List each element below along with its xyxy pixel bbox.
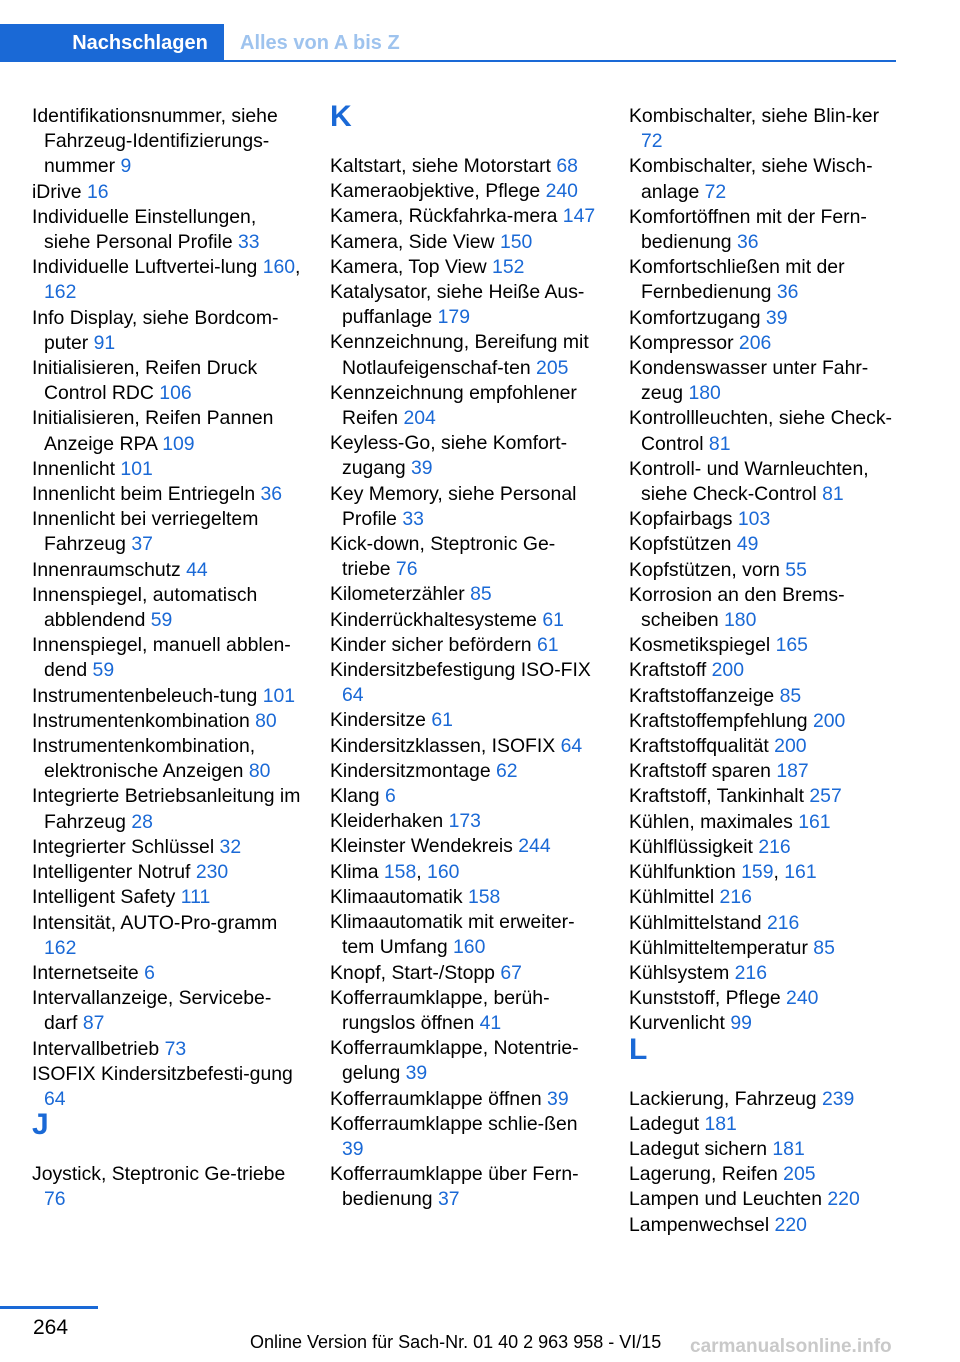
index-entry-term: Kühlsystem [629, 961, 730, 984]
index-entry-term: Kameraobjektive, Pflege [330, 180, 541, 203]
page-reference-link[interactable]: 85 [779, 684, 802, 707]
index-entry [32, 306, 302, 356]
index-entry [32, 507, 302, 557]
index-entry [330, 532, 600, 582]
page-reference-link[interactable]: 72 [704, 180, 727, 203]
index-entry-term: Individuelle Einstellungen, siehe Personal Profile [32, 205, 257, 254]
index-entry-term: Intensität, AUTO-Pro-gramm [32, 911, 278, 934]
index-entry-term: Kombischalter, siehe Blin-ker [629, 105, 880, 127]
index-entry-term: Innenspiegel, automatisch abblendend [32, 583, 258, 632]
index-entry-term: Kofferraumklappe schlie-ßen [330, 1112, 578, 1135]
page-reference-link[interactable]: 220 [774, 1213, 807, 1236]
page-reference-link[interactable]: 44 [186, 558, 208, 581]
page-reference-link[interactable]: 39 [411, 457, 433, 480]
index-entry-term: Kraftstoffempfehlung [629, 709, 808, 732]
index-entry [330, 986, 600, 1036]
page-reference-link[interactable]: 239 [821, 1087, 855, 1110]
index-entry [330, 381, 600, 431]
index-entry [32, 911, 302, 961]
index-entry-term: Kennzeichnung, Bereifung mit Notlaufeigenschaf-ten [330, 331, 589, 379]
page-reference-link[interactable]: 150 [499, 230, 533, 253]
index-column-3 [629, 104, 899, 1238]
page-reference-link[interactable]: 80 [255, 709, 277, 732]
index-entry-term: Korrosion an den Brems-scheiben [629, 583, 845, 632]
page-reference-link[interactable]: 200 [774, 735, 807, 758]
index-entry-term: Kindersitzmontage [330, 759, 491, 782]
page-reference-link[interactable]: 39 [547, 1087, 569, 1110]
index-entry-term: Initialisieren, Reifen Pannen Anzeige RPA [32, 407, 274, 455]
page-reference-link[interactable]: 9 [120, 155, 132, 178]
index-entry-term: Kindersitzbefestigung ISO-FIX [330, 659, 591, 682]
index-entry-term: Kofferraumklappe, Notentrie-gelung [330, 1037, 579, 1085]
page-reference-link[interactable]: 101 [262, 684, 296, 707]
index-entry [629, 911, 899, 936]
index-entry [629, 1011, 899, 1036]
page-reference-link[interactable]: 160 [262, 256, 296, 279]
index-entry [330, 885, 600, 910]
index-entry-term: Komfortzugang [629, 306, 761, 329]
index-entry [330, 608, 600, 633]
page-reference-link[interactable]: 61 [536, 633, 559, 656]
index-letter-heading: L [629, 1032, 648, 1066]
index-entry-term: Innenlicht [32, 457, 116, 480]
index-entry [330, 910, 600, 960]
index-entry-term: Kühlen, maximales [629, 810, 793, 833]
page-reference-link[interactable]: 59 [150, 609, 173, 632]
page-reference-link[interactable]: 147 [562, 205, 596, 228]
index-entry [629, 885, 899, 910]
index-entry-term: Kompressor [629, 331, 734, 354]
page-reference-link[interactable]: 165 [775, 634, 808, 657]
index-entry-term: Innenlicht bei verriegeltem Fahrzeug [32, 508, 259, 556]
page-reference-link[interactable]: 81 [708, 432, 731, 455]
page-reference-link[interactable]: 61 [431, 709, 453, 732]
index-entry [32, 633, 302, 683]
index-entry-term: Lagerung, Reifen [629, 1163, 778, 1186]
page-reference-link[interactable]: 240 [786, 987, 819, 1010]
page-reference-link[interactable]: 161 [798, 810, 831, 833]
page-reference-link[interactable]: 103 [737, 508, 771, 531]
page-reference-link[interactable]: 111 [180, 886, 211, 909]
page-reference-link[interactable]: 162 [44, 936, 77, 959]
index-entry [32, 986, 302, 1036]
index-entry-term: iDrive [32, 180, 82, 203]
index-letter-heading: J [32, 1108, 49, 1142]
page-reference-link[interactable]: 61 [542, 608, 564, 631]
index-entry [629, 306, 899, 331]
page-reference-link[interactable]: 216 [766, 911, 800, 934]
index-entry [629, 810, 899, 835]
index-entry-term: Lampenwechsel [629, 1213, 770, 1236]
index-entry [32, 406, 302, 456]
page-reference-link[interactable]: 28 [131, 810, 153, 833]
index-entry: Kühlfunktion 159, 161 [629, 861, 817, 884]
index-entry [629, 1112, 899, 1137]
index-entry [330, 230, 600, 255]
index-entry [629, 684, 899, 709]
index-entry [330, 1112, 600, 1162]
index-entry [330, 633, 600, 658]
index-entry-term: Kindersitzklassen, ISOFIX [330, 734, 556, 757]
index-entry-term: Kopfairbags [629, 508, 733, 531]
index-entry-term: Kinderrückhaltesysteme [330, 608, 537, 631]
index-entry [629, 507, 899, 532]
index-entry [629, 205, 899, 255]
index-entry [629, 255, 899, 305]
index-entry [629, 457, 899, 507]
page-reference-link[interactable]: 36 [736, 231, 759, 254]
page-reference-link[interactable]: 33 [238, 231, 260, 254]
index-letter-heading: K [330, 100, 352, 133]
page-reference-link[interactable]: 99 [730, 1012, 752, 1035]
index-entry-term: Intelligenter Notruf [32, 861, 191, 884]
index-entry-term: Innenraumschutz [32, 558, 181, 581]
page-reference-link[interactable]: 109 [162, 432, 195, 455]
index-entry-term: Kinder sicher befördern [330, 633, 532, 656]
index-entry [32, 835, 302, 860]
page-reference-link[interactable]: 62 [496, 759, 518, 782]
index-entry [629, 633, 899, 658]
page-reference-link[interactable]: 240 [545, 180, 578, 203]
index-entry [330, 759, 600, 784]
index-entry: Klima 158, 160 [330, 860, 460, 883]
header-divider [224, 60, 896, 62]
index-entry [629, 406, 899, 456]
index-entry [330, 1162, 600, 1212]
page-number: 264 [33, 1316, 69, 1339]
page-reference-link[interactable]: 200 [812, 709, 846, 732]
index-entry-term: Lackierung, Fahrzeug [629, 1087, 817, 1110]
index-entry-term: Klima [330, 860, 379, 883]
index-entry [330, 784, 600, 809]
index-entry-term: Klimaautomatik mit erweiter-tem Umfang [330, 911, 575, 959]
page-reference-link[interactable]: 72 [641, 130, 663, 153]
page-reference-link[interactable]: 173 [448, 810, 481, 833]
index-entry [629, 104, 899, 154]
index-entry-term: Instrumentenbeleuch-tung [32, 684, 258, 707]
index-entry [629, 154, 899, 204]
index-entry-term: Integrierter Schlüssel [32, 835, 215, 858]
page-reference-link[interactable]: 257 [809, 785, 842, 808]
index-entry [330, 708, 600, 733]
index-entry-term: Kunststoff, Pflege [629, 987, 781, 1010]
page-reference-link[interactable]: 55 [785, 558, 807, 581]
page-reference-link[interactable]: 160 [427, 860, 460, 883]
index-entry [330, 280, 600, 330]
index-entry-term: Lampen und Leuchten [629, 1188, 822, 1211]
index-entry-term: Komfortschließen mit der Fernbedienung [629, 256, 845, 304]
page-reference-link[interactable]: 39 [765, 306, 788, 329]
index-entry [629, 658, 899, 683]
page-reference-link[interactable]: 76 [44, 1188, 66, 1211]
index-entry-term: Kühlflüssigkeit [629, 835, 753, 858]
index-entry-term: Kühlfunktion [629, 861, 736, 884]
page-reference-link[interactable]: 67 [500, 961, 522, 984]
index-entry-term: Kennzeichnung empfohlener Reifen [330, 381, 577, 430]
index-entry-term: Innenlicht beim Entriegeln [32, 483, 256, 506]
index-entry [330, 482, 600, 532]
page-reference-link[interactable]: 181 [704, 1112, 737, 1135]
page-reference-link[interactable]: 91 [93, 331, 116, 354]
index-entry [32, 558, 302, 583]
index-entry [629, 583, 899, 633]
index-entry-term: Kamera, Top View [330, 255, 487, 278]
index-entry [330, 809, 600, 834]
page-reference-link[interactable]: 85 [470, 583, 492, 606]
index-entry [629, 1187, 899, 1212]
index-entry-term: Integrierte Betriebsanleitung im Fahrzeug [32, 785, 301, 833]
page-reference-link[interactable]: 39 [342, 1137, 364, 1160]
page-reference-link[interactable]: 160 [453, 936, 486, 959]
page-reference-link[interactable]: 64 [342, 684, 364, 707]
index-entry [32, 180, 302, 205]
page-reference-link[interactable]: 33 [402, 507, 424, 530]
page-reference-link[interactable]: 158 [467, 885, 501, 908]
index-entry [32, 860, 302, 885]
page-header [0, 0, 960, 64]
page-reference-link[interactable]: 180 [724, 609, 757, 632]
index-entry [629, 1087, 899, 1112]
page-reference-link[interactable]: 36 [776, 281, 799, 304]
index-entry-term: Kleiderhaken [330, 810, 444, 833]
page-reference-link[interactable]: 39 [405, 1062, 428, 1085]
index-entry [32, 1062, 302, 1112]
index-entry [629, 734, 899, 759]
page-reference-link[interactable]: 73 [164, 1037, 187, 1060]
page-reference-link[interactable]: 216 [719, 886, 752, 909]
page-reference-link[interactable]: 32 [219, 835, 242, 858]
index-entry [629, 331, 899, 356]
page-reference-link[interactable]: 205 [783, 1163, 816, 1186]
index-entry [330, 154, 600, 179]
page-reference-link[interactable]: 161 [784, 861, 817, 884]
index-entry-term: Identifikationsnummer, siehe Fahrzeug-Identifizierungs-nummer [32, 105, 278, 178]
index-entry-term: Intelligent Safety [32, 886, 176, 909]
page-reference-link[interactable]: 159 [741, 861, 774, 884]
index-entry-term: ISOFIX Kindersitzbefesti-gung [32, 1062, 293, 1085]
index-entry [32, 1037, 302, 1062]
page-reference-link[interactable]: 106 [159, 382, 192, 405]
index-entry-term: Kraftstoffqualität [629, 735, 769, 758]
page-reference-link[interactable]: 87 [82, 1012, 105, 1035]
index-entry [330, 431, 600, 481]
index-entry-term: Kopfstützen [629, 533, 732, 556]
page-reference-link[interactable]: 216 [734, 961, 767, 984]
index-entry-term: Ladegut [629, 1112, 700, 1135]
index-entry-term: Kontrollleuchten, siehe Check-Control [629, 407, 892, 455]
index-entry [32, 784, 302, 834]
index-entry-term: Instrumentenkombination, elektronische Anzeigen [32, 735, 256, 783]
index-entry [330, 255, 600, 280]
index-entry-term: Innenspiegel, manuell abblen-dend [32, 634, 291, 682]
index-entry-term: Joystick, Steptronic Ge-triebe [32, 1163, 286, 1186]
index-entry [330, 1036, 600, 1086]
index-entry-term: Kaltstart, siehe Motorstart [330, 155, 551, 177]
index-entry [330, 734, 600, 759]
page-reference-link[interactable]: 37 [131, 533, 153, 556]
index-entry-term: Kofferraumklappe über Fern-bedienung [330, 1163, 579, 1211]
index-entry [330, 330, 600, 380]
index-entry [32, 1162, 302, 1212]
index-entry: Individuelle Luftvertei-lung 160, 162 [32, 256, 301, 304]
index-entry [32, 457, 302, 482]
index-entry [330, 658, 600, 708]
page-reference-link[interactable]: 64 [44, 1087, 66, 1110]
index-entry-term: Instrumentenkombination [32, 709, 250, 732]
index-entry-term: Kraftstoff sparen [629, 760, 771, 783]
index-entry [629, 1213, 899, 1238]
index-entry-term: Katalysator, siehe Heiße Aus-puffanlage [330, 281, 585, 329]
index-entry-term: Kraftstoff, Tankinhalt [629, 785, 804, 808]
index-entry [32, 885, 302, 910]
page-reference-link[interactable]: 158 [383, 860, 417, 883]
index-entry-term: Komfortöffnen mit der Fern-bedienung [629, 205, 867, 254]
index-entry [330, 582, 600, 607]
index-entry [629, 784, 899, 809]
page-reference-link[interactable]: 59 [92, 659, 115, 682]
index-entry [32, 356, 302, 406]
page-reference-link[interactable]: 187 [776, 760, 809, 783]
index-entry-term: Klang [330, 785, 380, 808]
index-entry [629, 759, 899, 784]
online-version-text: Online Version für Sach-Nr. 01 40 2 963 958 - VI/15 [250, 1332, 662, 1352]
page-reference-link[interactable]: 6 [144, 961, 155, 984]
index-entry-term: Kühlmittel [629, 886, 715, 909]
index-entry [629, 709, 899, 734]
tab-nachschlagen[interactable]: Nachschlagen [0, 24, 224, 62]
index-entry [629, 936, 899, 961]
page-reference-link[interactable]: 16 [86, 180, 109, 203]
page-reference-link[interactable]: 181 [772, 1137, 805, 1160]
index-entry [629, 356, 899, 406]
page-reference-link[interactable]: 68 [556, 155, 578, 177]
page-reference-link[interactable]: 205 [536, 356, 569, 379]
index-entry-term: Key Memory, siehe Personal Profile [330, 482, 577, 530]
index-entry-term: Kofferraumklappe öffnen [330, 1087, 542, 1110]
footer-divider [0, 1306, 98, 1309]
index-entry [330, 179, 600, 204]
index-entry-term: Kamera, Rückfahrka-mera [330, 205, 558, 228]
index-entry [32, 684, 302, 709]
page-reference-link[interactable]: 152 [492, 255, 525, 278]
page-reference-link[interactable]: 216 [758, 835, 791, 858]
index-entry-term: Knopf, Start-/Stopp [330, 961, 495, 984]
page-reference-link[interactable]: 80 [248, 760, 271, 783]
index-entry-term: Kurvenlicht [629, 1012, 725, 1035]
index-entry [32, 205, 302, 255]
index-entry-term: Ladegut sichern [629, 1137, 767, 1160]
page-reference-link[interactable]: 76 [395, 558, 418, 581]
index-entry [629, 961, 899, 986]
page-reference-link[interactable]: 37 [437, 1188, 460, 1211]
index-entry-term: Intervallbetrieb [32, 1037, 160, 1060]
index-entry [32, 961, 302, 986]
index-entry [330, 834, 600, 859]
page-reference-link[interactable]: 220 [827, 1188, 860, 1211]
index-entry-term: Kontroll- und Warnleuchten, siehe Check-Control [629, 457, 869, 506]
index-entry-term: Kofferraumklappe, berüh-rungslos öffnen [330, 986, 550, 1034]
index-column-1 [32, 104, 302, 1213]
index-entry [32, 583, 302, 633]
index-entry [32, 734, 302, 784]
index-entry-term: Klimaautomatik [330, 885, 463, 908]
page-reference-link[interactable]: 204 [403, 407, 436, 430]
page-reference-link[interactable]: 230 [195, 861, 229, 884]
index-entry [330, 204, 600, 229]
page-reference-link[interactable]: 180 [688, 382, 721, 405]
index-entry-term: Kühlmitteltemperatur [629, 936, 808, 959]
page-reference-link[interactable]: 244 [518, 835, 551, 858]
page-reference-link[interactable]: 200 [711, 659, 744, 682]
page-reference-link[interactable]: 101 [120, 457, 153, 480]
index-entry-term: Kosmetikspiegel [629, 634, 771, 657]
index-entry-term: Kleinster Wendekreis [330, 835, 513, 858]
index-entry [629, 532, 899, 557]
index-entry-term: Intervallanzeige, Servicebe-darf [32, 987, 272, 1035]
index-column-2 [330, 100, 600, 1213]
page-reference-link[interactable]: 36 [260, 483, 283, 506]
index-entry-term: Info Display, siehe Bordcom-puter [32, 306, 279, 354]
index-entry [629, 1137, 899, 1162]
index-entry-term: Kopfstützen, vorn [629, 558, 780, 581]
watermark: carmanualsonline.info [690, 1336, 892, 1357]
index-entry [629, 558, 899, 583]
tab-alles-von-a-bis-z[interactable]: Alles von A bis Z [240, 31, 400, 54]
index-entry-term: Kilometerzähler [330, 583, 465, 606]
index-entry [32, 104, 302, 180]
index-entry [629, 835, 899, 860]
page-reference-link[interactable]: 6 [385, 785, 396, 808]
page-reference-link[interactable]: 206 [738, 331, 772, 354]
index-entry [32, 482, 302, 507]
page-reference-link[interactable]: 162 [44, 281, 77, 304]
index-entry-term: Kondenswasser unter Fahr-zeug [629, 357, 869, 405]
index-entry-term: Kamera, Side View [330, 230, 495, 253]
index-entry-term: Internetseite [32, 961, 139, 984]
index-entry-term: Kraftstoffanzeige [629, 684, 775, 707]
index-entry [330, 961, 600, 986]
index-entry [32, 709, 302, 734]
index-entry-term: Kick-down, Steptronic Ge-triebe [330, 533, 556, 581]
index-entry [330, 1087, 600, 1112]
index-entry-term: Kühlmittelstand [629, 911, 762, 934]
index-entry-term: Keyless-Go, siehe Komfort-zugang [330, 432, 568, 480]
page-reference-link[interactable]: 41 [479, 1011, 502, 1034]
index-entry-term: Kindersitze [330, 709, 426, 732]
index-entry-term: Individuelle Luftvertei-lung [32, 256, 258, 279]
index-entry-term: Initialisieren, Reifen Druck Control RDC [32, 357, 258, 405]
index-entry-term: Kraftstoff [629, 659, 707, 682]
index-entry [629, 1162, 899, 1187]
page-reference-link[interactable]: 179 [437, 306, 470, 329]
index-entry [629, 986, 899, 1011]
index-entry-term: Kombischalter, siehe Wisch-anlage [629, 155, 873, 203]
page-reference-link[interactable]: 81 [822, 483, 844, 506]
page-reference-link[interactable]: 49 [736, 533, 759, 556]
page-reference-link[interactable]: 64 [560, 734, 583, 757]
page-reference-link[interactable]: 85 [813, 936, 835, 959]
